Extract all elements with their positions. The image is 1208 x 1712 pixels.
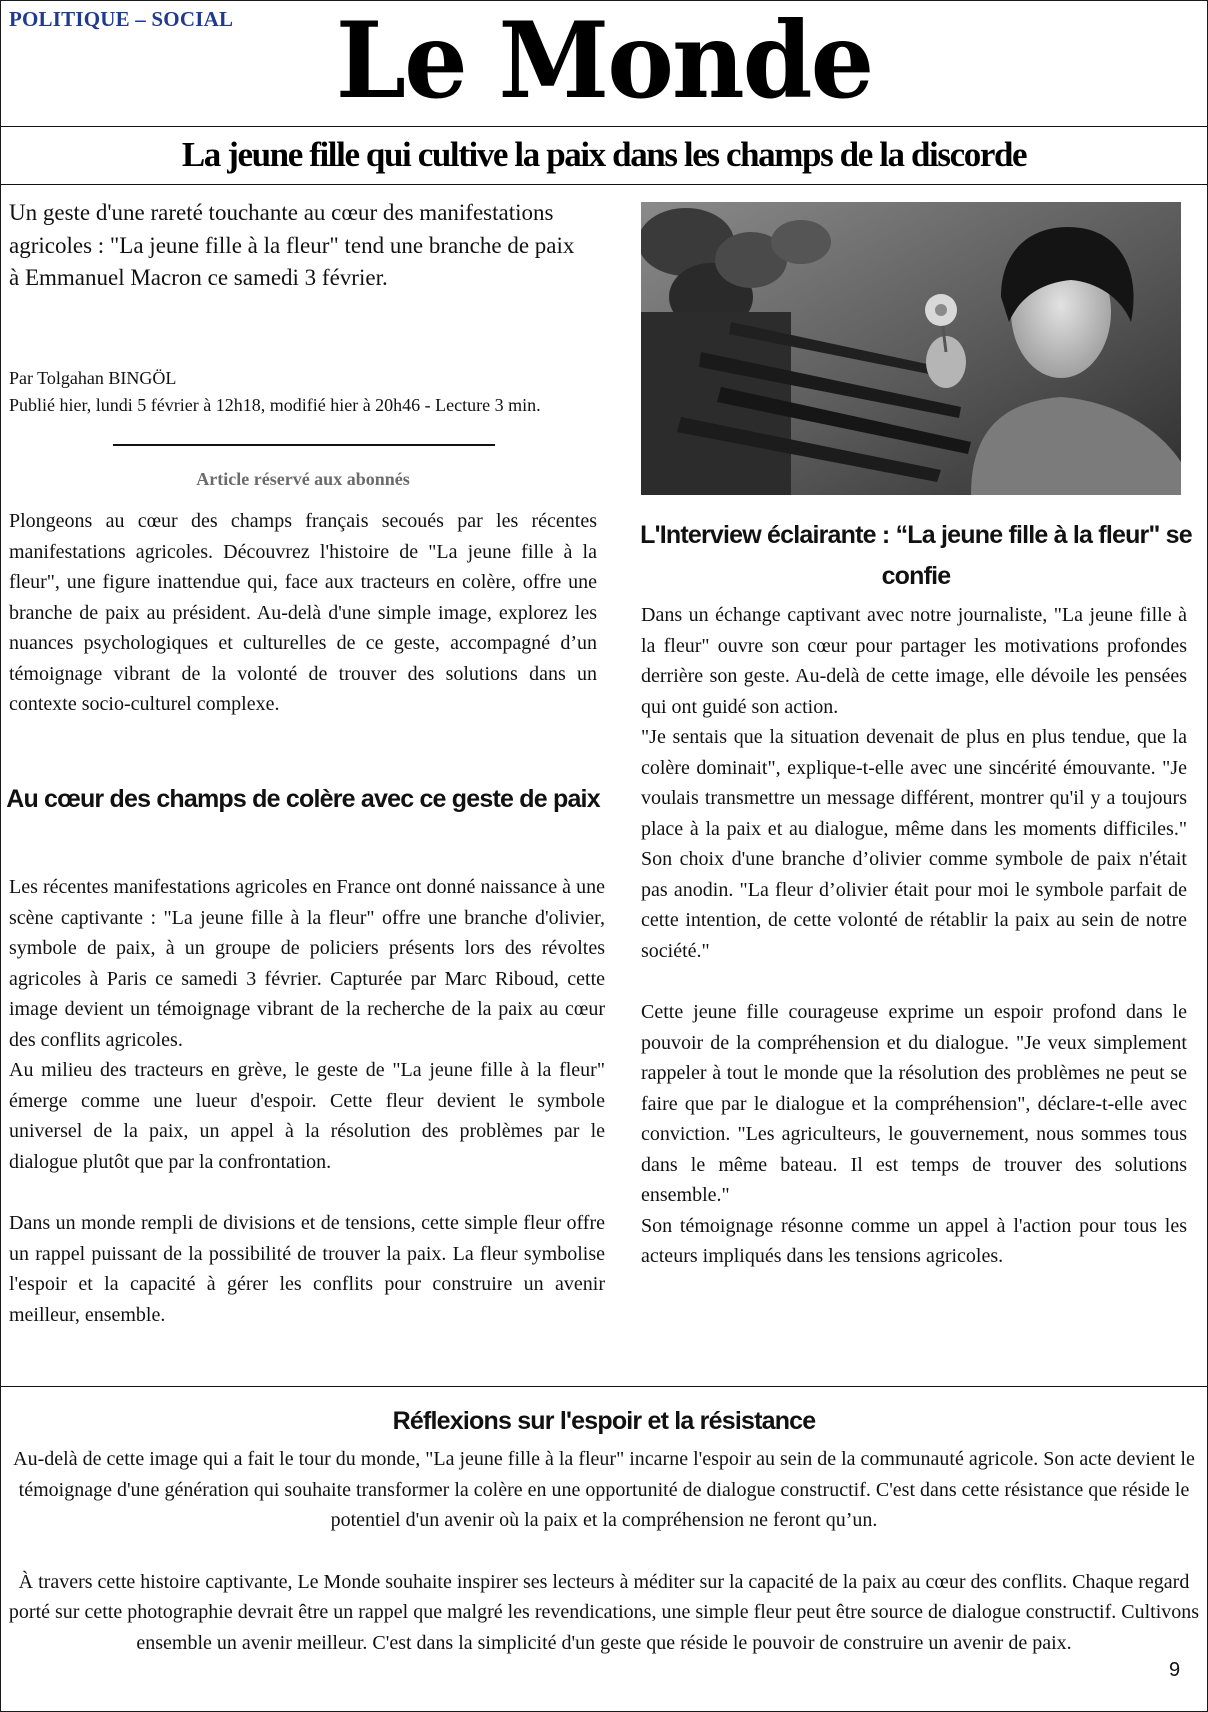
left-section-body — [9, 872, 605, 1330]
right-section-body — [641, 600, 1187, 1272]
right-paragraph: Cette jeune fille courageuse exprime un espoir profond dans le pouvoir de la compréhension et du dialogue. "Je veux simplement rappeler à tout le monde que la résolution des problèmes ne peut se faire que par le dialogue et la compréhension", déclare-t-elle avec conviction. "Les agriculteurs, le gouvernement, nous sommes tous dans le même bateau. Il est temps de trouver des solutions ensemble." — [641, 1001, 1187, 1206]
byline-published: Publié hier, lundi 5 février à 12h18, modifié hier à 20h46 - Lecture 3 min. — [9, 394, 541, 415]
left-paragraph: Dans un monde rempli de divisions et de tensions, cette simple fleur offre un rappel puissant de la possibilité de trouver la paix. La fleur symbolise l'espoir et la capacité à gérer les conflits pour construire un avenir meilleur, ensemble. — [9, 1212, 605, 1326]
photo-illustration — [641, 202, 1181, 495]
bottom-paragraph: Au-delà de cette image qui a fait le tour du monde, "La jeune fille à la fleur" incarne l'espoir au sein de la communauté agricole. Son acte devient le témoignage d'une génération qui souhaite transformer la colère en une opportunité de dialogue constructif. C'est dans cette résistance que réside le potentiel d'un avenir où la paix et la compréhension ne feront qu’un. — [13, 1448, 1195, 1531]
masthead-divider — [1, 126, 1207, 127]
bottom-paragraph: À travers cette histoire captivante, Le Monde souhaite inspirer ses lecteurs à méditer sur la capacité de la paix au cœur des conflits. Chaque regard porté sur cette photographie devrait être un rappel que malgré les revendications, une simple fleur peut être source de dialogue constructif. Cultivons ensemble un avenir meilleur. C'est dans la simplicité d'un geste que réside le pouvoir de construire un avenir de paix. — [8, 1570, 1200, 1654]
left-paragraph: Les récentes manifestations agricoles en France ont donné naissance à une scène captivante : "La jeune fille à la fleur" offre une branche d'olivier, symbole de paix, à un groupe de policiers présents lors des révoltes agricoles à Paris ce samedi 3 février. Capturée par Marc Riboud, cette image devient un témoignage vibrant de la recherche de la paix au cœur des conflits agricoles. — [9, 876, 605, 1051]
bottom-section-body — [1, 1444, 1207, 1658]
masthead-logo: Le Monde — [335, 0, 873, 122]
lede: Un geste d'une rareté touchante au cœur des manifestations agricoles : "La jeune fille à la fleur" tend une branche de paix à Emmanuel Macron ce samedi 3 février. — [9, 200, 575, 290]
left-section-heading: Au cœur des champs de colère avec ce geste de paix — [6, 785, 600, 813]
byline-divider — [113, 444, 495, 446]
headline: La jeune fille qui cultive la paix dans les champs de la discorde — [181, 135, 1027, 174]
bottom-section-heading: Réflexions sur l'espoir et la résistance — [392, 1407, 816, 1435]
right-paragraph: "Je sentais que la situation devenait de plus en plus tendue, que la colère dominait", explique-t-elle avec une sincérité émouvante. "Je voulais transmettre un message différent, montrer qu'il y a toujours place à la paix et au dialogue, même dans les moments difficiles." Son choix d'une branche d’olivier comme symbole de paix n'était pas anodin. "La fleur d’olivier était pour moi le symbole parfait de cette intention, de cette volonté de rétablir la paix au sein de notre société." — [641, 726, 1187, 962]
article-photo — [641, 202, 1181, 495]
byline — [9, 365, 599, 418]
byline-author: Par Tolgahan BINGÖL — [9, 368, 177, 388]
left-paragraph: Au milieu des tracteurs en grève, le geste de "La jeune fille à la fleur" émerge comme une lueur d'espoir. Cette fleur devient le symbole universel de la paix, un appel à la résolution des problèmes par le dialogue plutôt que par la confrontation. — [9, 1059, 605, 1173]
bottom-divider — [1, 1386, 1207, 1387]
page-number: 9 — [1169, 1659, 1181, 1681]
right-paragraph: Son témoignage résonne comme un appel à l'action pour tous les acteurs impliqués dans les tensions agricoles. — [641, 1214, 1187, 1267]
subscribers-note: Article réservé aux abonnés — [196, 469, 410, 489]
right-section-heading: L'Interview éclairante : “La jeune fille à la fleur" se confie — [640, 521, 1192, 590]
right-paragraph: Dans un échange captivant avec notre journaliste, "La jeune fille à la fleur" ouvre son cœur pour partager les motivations profondes derrière son geste. Au-delà de cette image, elle dévoile les pensées qui ont guidé son action. — [641, 604, 1187, 718]
section-label: POLITIQUE – SOCIAL — [9, 7, 234, 31]
headline-divider — [1, 184, 1207, 185]
intro-paragraph: Plongeons au cœur des champs français secoués par les récentes manifestations agricoles. Découvrez l'histoire de "La jeune fille à la fleur", une figure inattendue qui, face aux tracteurs en colère, offre une branche de paix au président. Au-delà d'une simple image, explorez les nuances psychologiques et culturelles de ce geste, accompagné d’un témoignage vibrant de la volonté de trouver des solutions dans un contexte socio-culturel complexe. — [9, 510, 597, 715]
